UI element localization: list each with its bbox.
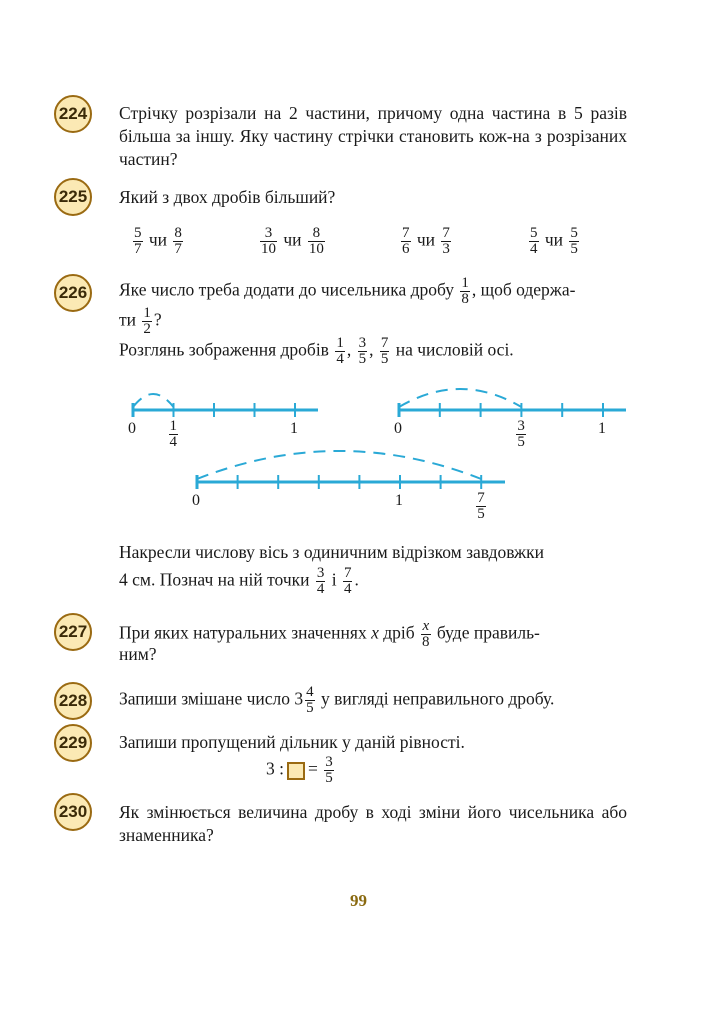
frac-den: 3 bbox=[442, 241, 450, 257]
problem-226-line3: Розглянь зображення дробів $\frac{1}{4}$ , $\frac{3}{5}$ , $\frac{7}{5}$ на числовій осі. bbox=[119, 335, 514, 367]
frac-num: 5 bbox=[134, 225, 142, 241]
problem-228-text1: Запиши змішане число 3 bbox=[119, 688, 304, 709]
frac-den: 5 bbox=[570, 241, 578, 257]
frac-num: 5 bbox=[530, 225, 538, 241]
problem-number-229: 229 bbox=[54, 724, 92, 762]
frac-den: 5 bbox=[477, 506, 485, 522]
axis-one-label: 1 bbox=[395, 492, 403, 509]
frac-den: 4 bbox=[343, 581, 352, 597]
frac-num: 1 bbox=[169, 418, 177, 434]
axis-one-label: 1 bbox=[290, 420, 298, 437]
frac-den: 4 bbox=[336, 351, 344, 367]
problem-226-text3: ти bbox=[119, 309, 137, 330]
problem-226-text6: на числовій осі. bbox=[395, 339, 514, 360]
problem-226-text2: , щоб одержа- bbox=[471, 279, 576, 300]
frac-den: 7 bbox=[174, 241, 182, 257]
frac-num: 8 bbox=[312, 225, 321, 241]
problem-225-text: Який з двох дробів більший? bbox=[119, 187, 336, 207]
frac-num: x bbox=[422, 618, 430, 634]
frac-den: 7 bbox=[134, 241, 142, 257]
fraction-4-5 bbox=[305, 685, 315, 716]
variable-x: x bbox=[371, 622, 379, 643]
comparison-word: чи bbox=[540, 229, 568, 250]
problem-number-230: 230 bbox=[54, 793, 92, 831]
problem-228-text bbox=[119, 685, 554, 716]
problem-226-text8: 4 см. Познач на ній точки bbox=[119, 569, 310, 590]
frac-num: 1 bbox=[461, 275, 469, 291]
dashed-arc bbox=[197, 451, 481, 479]
fraction bbox=[476, 491, 486, 522]
frac-num: 3 bbox=[264, 225, 273, 241]
fraction bbox=[169, 419, 179, 450]
frac-den: 5 bbox=[517, 434, 525, 450]
page-number: 99 bbox=[350, 891, 367, 910]
frac-num: 3 bbox=[358, 335, 367, 351]
problem-226-task-line2 bbox=[119, 566, 359, 597]
frac-num: 3 bbox=[325, 754, 333, 770]
problem-226-text5: Розглянь зображення дробів bbox=[119, 339, 329, 360]
problem-230-text: Як змінюється величина дробу в ході зміни його чисельника або знаменника? bbox=[119, 802, 627, 845]
frac-num: 1 bbox=[336, 335, 344, 351]
axis-zero-label: 0 bbox=[128, 420, 136, 437]
frac-num: 4 bbox=[306, 684, 314, 700]
fraction-3-5-result bbox=[324, 755, 334, 786]
problem-number-228: 228 bbox=[54, 682, 92, 720]
frac-den: 8 bbox=[422, 634, 430, 650]
axis-zero-label: 0 bbox=[394, 420, 402, 437]
axis-mark-fraction bbox=[514, 419, 528, 450]
frac-den: 6 bbox=[402, 241, 410, 257]
fraction-7-4 bbox=[343, 566, 353, 597]
dashed-arc bbox=[133, 394, 174, 407]
problem-227-text3: буде правиль- bbox=[436, 622, 540, 643]
frac-num: 3 bbox=[517, 418, 525, 434]
frac-num: 1 bbox=[143, 305, 151, 321]
problem-227-line1 bbox=[119, 619, 540, 650]
comparison-word: чи bbox=[412, 229, 440, 250]
problem-227-line2: ним? bbox=[119, 644, 157, 664]
frac-num: 3 bbox=[316, 565, 325, 581]
problem-226-text1: Яке число треба додати до чисельника дробу bbox=[119, 279, 455, 300]
axis-mark-fraction bbox=[474, 491, 488, 522]
comparison-word: чи bbox=[279, 229, 306, 250]
frac-num: 7 bbox=[380, 335, 389, 351]
frac-num: 7 bbox=[343, 565, 352, 581]
problem-number-224: 224 bbox=[54, 95, 92, 133]
problem-number-227: 227 bbox=[54, 613, 92, 651]
frac-den: 2 bbox=[143, 321, 151, 337]
axis-mark-fraction bbox=[167, 419, 181, 450]
frac-den: 5 bbox=[380, 351, 389, 367]
problem-227-text1: При яких натуральних значеннях bbox=[119, 622, 367, 643]
period: . bbox=[354, 569, 359, 590]
problem-number-225: 225 bbox=[54, 178, 92, 216]
fraction-x-8 bbox=[421, 619, 431, 650]
frac-den: 10 bbox=[261, 241, 276, 257]
equals-sign: = bbox=[308, 758, 318, 779]
problem-number-226: 226 bbox=[54, 274, 92, 312]
frac-den: 10 bbox=[308, 241, 324, 257]
problem-226-task-line1: Накресли числову вісь з одиничним відрізком завдовжки bbox=[119, 542, 544, 562]
frac-den: 4 bbox=[316, 581, 325, 597]
frac-num: 7 bbox=[442, 225, 450, 241]
conjunction: і bbox=[331, 569, 337, 590]
frac-num: 5 bbox=[570, 225, 578, 241]
frac-den: 8 bbox=[461, 291, 469, 307]
axis-zero-label: 0 bbox=[192, 492, 200, 509]
problem-224-text: Стрічку розрізали на 2 частини, причому одна частина в 5 разів більша за іншу. Яку частину стрічки становить кож-на з розрізаних частин? bbox=[119, 103, 627, 169]
axis-one-label: 1 bbox=[598, 420, 606, 437]
frac-den: 4 bbox=[530, 241, 538, 257]
frac-num: 8 bbox=[174, 225, 182, 241]
frac-num: 7 bbox=[477, 490, 485, 506]
problem-227-text2: дріб bbox=[383, 622, 415, 643]
frac-den: 5 bbox=[358, 351, 367, 367]
problem-226-text4: ? bbox=[153, 309, 162, 330]
dashed-arc bbox=[399, 389, 521, 407]
equation-lhs: 3 : bbox=[266, 758, 284, 779]
frac-den: 4 bbox=[169, 434, 177, 450]
frac-den: 5 bbox=[306, 700, 314, 716]
frac-den: 5 bbox=[325, 770, 333, 786]
problem-228-text2: у вигляді неправильного дробу. bbox=[321, 688, 555, 709]
problem-229-text: Запиши пропущений дільник у даній рівності. bbox=[119, 732, 465, 752]
frac-num: 7 bbox=[402, 225, 410, 241]
problem-229-equation bbox=[266, 755, 336, 786]
fraction-3-4 bbox=[316, 566, 326, 597]
comparison-word: чи bbox=[144, 229, 172, 250]
missing-divisor-box bbox=[287, 762, 305, 780]
fraction bbox=[516, 419, 526, 450]
